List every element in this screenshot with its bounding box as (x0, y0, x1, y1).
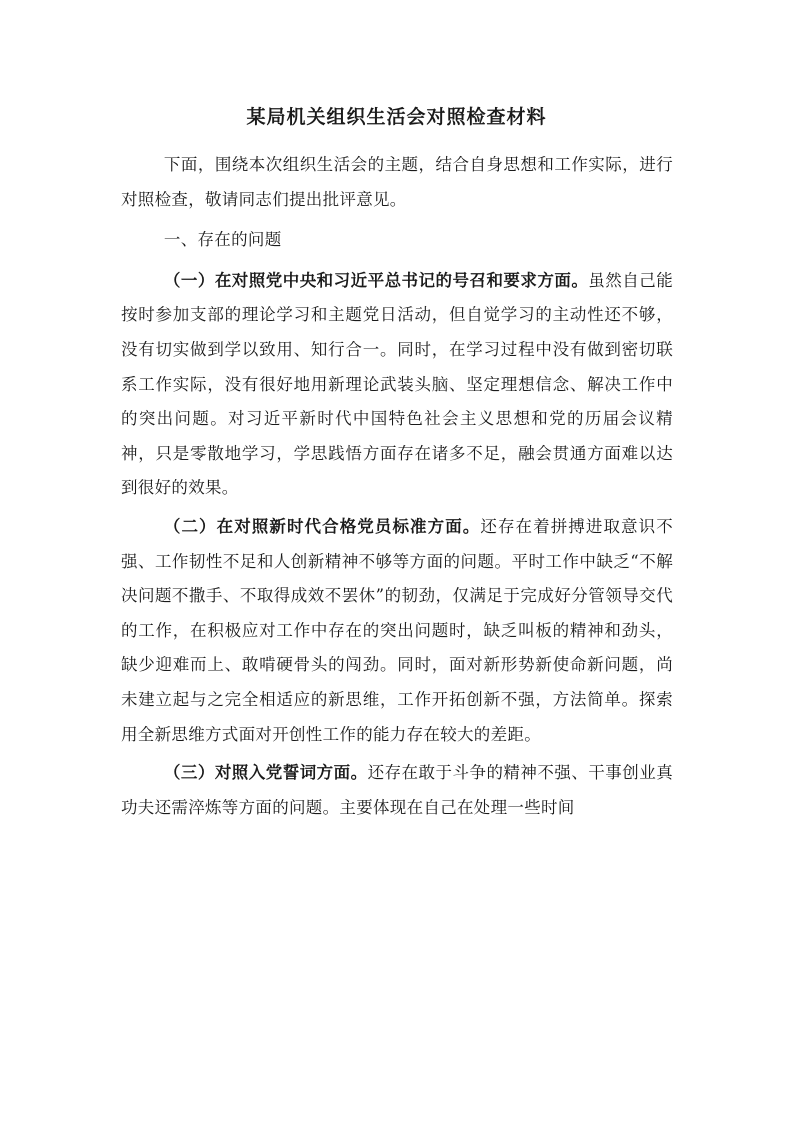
item-lead-2: （二）在对照新时代合格党员标准方面。 (163, 516, 481, 536)
item-paragraph-1 (121, 264, 673, 506)
item-lead-3: （三）对照入党誓词方面。 (163, 763, 368, 783)
item-text-3: 还存在敢于斗争的精神不强、干事创业真功夫还需淬炼等方面的问题。主要体现在自己在处理一些时间 (121, 763, 673, 817)
section-heading: 一、存在的问题 (163, 230, 282, 250)
document-body (121, 148, 673, 825)
document-title: 某局机关组织生活会对照检查材料 (246, 106, 547, 128)
item-lead-1: （一）在对照党中央和习近平总书记的号召和要求方面。 (163, 270, 589, 290)
item-text-1: 虽然自己能按时参加支部的理论学习和主题党日活动，但自觉学习的主动性还不够，没有切实做到学以致用、知行合一。同时，在学习过程中没有做到密切联系工作实际，没有很好地用新理论武装头脑、坚定理想信念、解决工作中的突出问题。对习近平新时代中国特色社会主义思想和党的历届会议精神，只是零散地学习，学思践悟方面存在诸多不足，融会贯通方面难以达到很好的效果。 (121, 270, 674, 498)
item-paragraph-3 (121, 756, 673, 825)
item-paragraph-2 (121, 510, 673, 752)
item-text-2: 还存在着拼搏进取意识不强、工作韧性不足和人创新精神不够等方面的问题。平时工作中缺乏“不解决问题不撒手、不取得成效不罢休”的韧劲，仅满足于完成好分管领导交代的工作，在积极应对工作中存在的突出问题时，缺乏叫板的精神和劲头，缺少迎难而上、敢啃硬骨头的闯劲。同时，面对新形势新使命新问题，尚未建立起与之完全相适应的新思维，工作开拓创新不强，方法简单。探索用全新思维方式面对开创性工作的能力存在较大的差距。 (121, 516, 673, 744)
intro-paragraph: 下面，围绕本次组织生活会的主题，结合自身思想和工作实际，进行对照检查，敬请同志们提出批评意见。 (121, 155, 673, 209)
